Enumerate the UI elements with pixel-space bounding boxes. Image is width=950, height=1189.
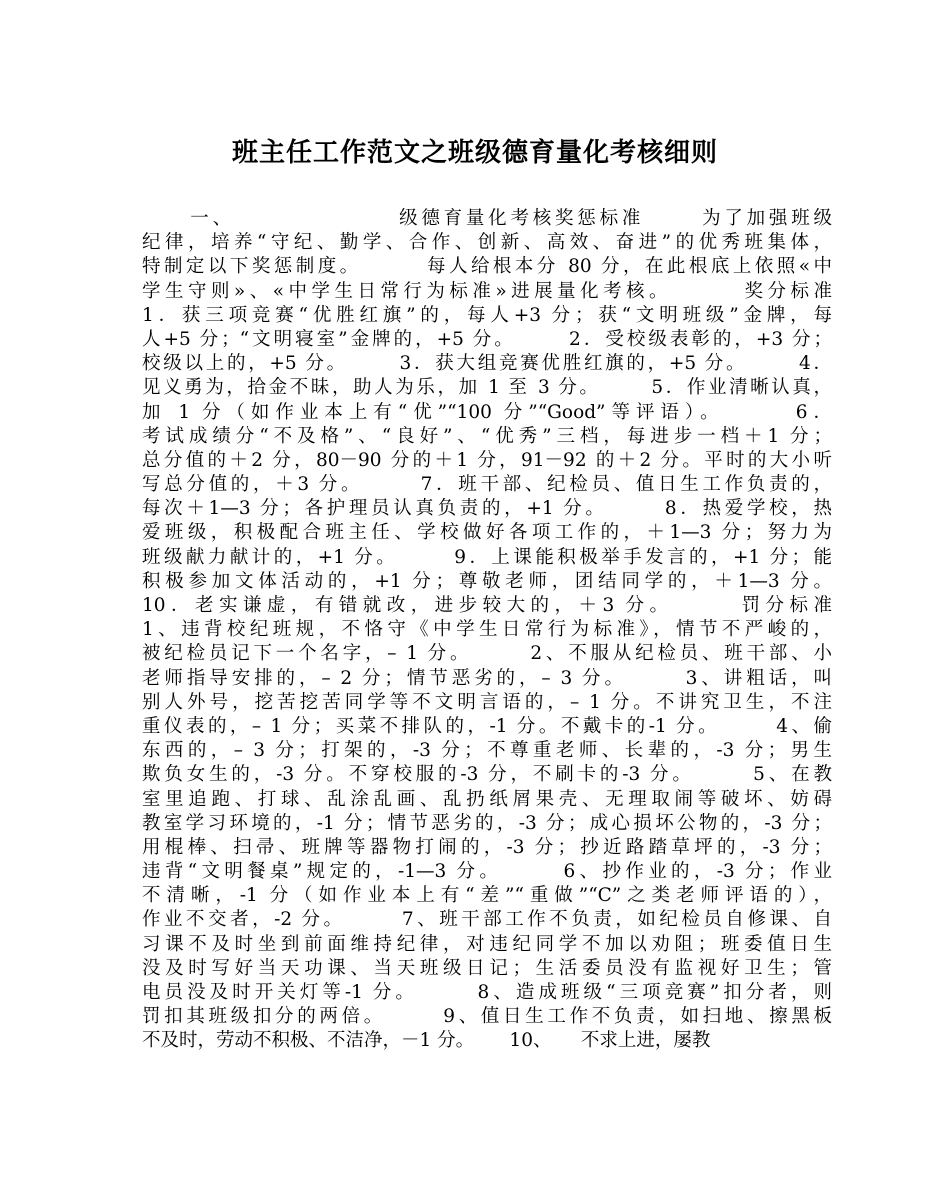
- body-line: 违背“文明餐桌”规定的，-1—3 分。 6、抄作业的，-3 分；作业: [142, 861, 832, 883]
- body-line: 班级献力献计的，+1 分。 9．上课能积极举手发言的，+1 分；能: [142, 546, 832, 568]
- body-line: 人+5 分；“文明寝室”金牌的，+5 分。 2．受校级表彰的，+3 分；: [142, 328, 832, 350]
- document-body: [142, 207, 832, 1054]
- body-line: 不及时，劳动不积极、不洁净，－1 分。 10、 不求上进，屡教: [142, 1030, 711, 1052]
- body-line: 重仪表的，– 1 分；买菜不排队的，-1 分。不戴卡的-1 分。 4、偷: [142, 715, 832, 737]
- body-line: 总分值的＋2 分，80－90 分的＋1 分，91－92 的＋2 分。平时的大小听: [142, 449, 832, 471]
- body-line: 东西的，– 3 分；打架的，-3 分；不尊重老师、长辈的，-3 分；男生: [142, 740, 832, 762]
- body-line: 电员没及时开关灯等-1 分。 8、造成班级“三项竞赛”扣分者，则: [142, 982, 832, 1003]
- body-line: 一、 级德育量化考核奖惩标准 为了加强班级: [142, 208, 832, 229]
- body-line: 加 1 分（如作业本上有“优”“100 分”“Good”等评语）。 6．: [142, 401, 832, 423]
- body-line: 特制定以下奖惩制度。 每人给根本分 80 分，在此根底上依照«中: [142, 256, 832, 278]
- body-line: 罚扣其班级扣分的两倍。 9、值日生工作不负责，如扫地、擦黑板: [142, 1006, 832, 1028]
- body-line: 考试成绩分“不及格”、“良好”、“优秀”三档，每进步一档＋1 分；: [142, 425, 832, 447]
- body-line: 作业不交者，-2 分。 7、班干部工作不负责，如纪检员自修课、自: [142, 909, 832, 931]
- body-line: 写总分值的，＋3 分。 7．班干部、纪检员、值日生工作负责的，: [142, 474, 832, 496]
- body-line: 室里追跑、打球、乱涂乱画、乱扔纸屑果壳、无理取闹等破坏、妨碍: [142, 788, 832, 810]
- body-line: 1．获三项竞赛“优胜红旗”的，每人+3 分；获“文明班级”金牌，每: [142, 304, 832, 326]
- body-line: 爱班级，积极配合班主任、学校做好各项工作的，＋1—3 分；努力为: [142, 522, 832, 544]
- body-line: 被纪检员记下一个名字，– 1 分。 2、不服从纪检员、班干部、小: [142, 643, 832, 665]
- body-line: 欺负女生的，-3 分。不穿校服的-3 分，不刷卡的-3 分。 5、在教: [142, 764, 832, 786]
- body-line: 纪律，培养“守纪、勤学、合作、创新、高效、奋进”的优秀班集体，: [142, 232, 832, 254]
- body-line: 校级以上的，+5 分。 3．获大组竞赛优胜红旗的，+5 分。 4．: [142, 353, 832, 375]
- body-line: 老师指导安排的，– 2 分；情节恶劣的，– 3 分。 3、讲粗话，叫: [142, 667, 832, 689]
- body-line: 没及时写好当天功课、当天班级日记；生活委员没有监视好卫生；管: [142, 957, 832, 979]
- body-line: 习课不及时坐到前面维持纪律，对违纪同学不加以劝阻；班委值日生: [142, 933, 832, 955]
- body-line: 每次＋1—3 分；各护理员认真负责的，+1 分。 8．热爱学校，热: [142, 498, 832, 520]
- body-line: 积极参加文体活动的，+1 分；尊敬老师，团结同学的，＋1—3 分。: [142, 570, 832, 592]
- body-line: 别人外号，挖苦挖苦同学等不文明言语的，– 1 分。不讲究卫生，不注: [142, 691, 832, 713]
- body-line: 学生守则»、«中学生日常行为标准»进展量化考核。 奖分标准: [142, 280, 832, 302]
- body-line: 教室学习环境的，-1 分；情节恶劣的，-3 分；成心损坏公物的，-3 分；: [142, 812, 832, 834]
- document-title: 班主任工作范文之班级德育量化考核细则: [231, 138, 718, 168]
- body-line: 用棍棒、扫帚、班牌等器物打闹的，-3 分；抄近路踏草坪的，-3 分；: [142, 836, 832, 858]
- body-line: 见义勇为，拾金不昧，助人为乐，加 1 至 3 分。 5．作业清晰认真，: [142, 377, 832, 399]
- body-line: 1、违背校纪班规，不恪守《中学生日常行为标准》，情节不严峻的，: [142, 619, 832, 641]
- body-line: 不清晰，-1 分（如作业本上有“差”“重做”“C”之类老师评语的），: [142, 885, 832, 907]
- body-line: 10．老实谦虚，有错就改，进步较大的，＋3 分。 罚分标准: [142, 595, 832, 616]
